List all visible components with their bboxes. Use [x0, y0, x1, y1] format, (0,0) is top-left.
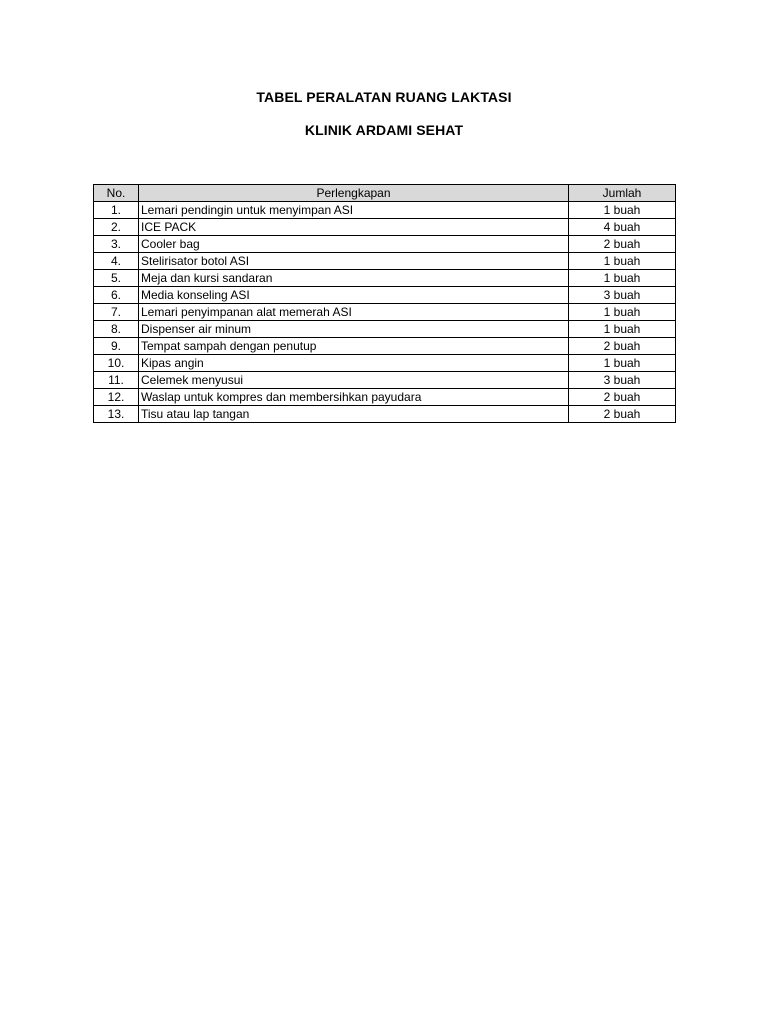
row-number: 8.: [94, 321, 139, 338]
table-row: [94, 253, 676, 270]
row-item: Kipas angin: [139, 355, 569, 372]
row-quantity: 2 buah: [569, 389, 676, 406]
row-number: 11.: [94, 372, 139, 389]
row-quantity: 1 buah: [569, 321, 676, 338]
row-item: ICE PACK: [139, 219, 569, 236]
document-title: TABEL PERALATAN RUANG LAKTASI: [256, 89, 512, 105]
row-quantity: 2 buah: [569, 406, 676, 423]
table-row: [94, 338, 676, 355]
header-no: No.: [94, 185, 139, 202]
equipment-table: [93, 184, 676, 423]
row-item: Celemek menyusui: [139, 372, 569, 389]
row-number: 12.: [94, 389, 139, 406]
row-number: 6.: [94, 287, 139, 304]
row-quantity: 2 buah: [569, 338, 676, 355]
table-row: [94, 202, 676, 219]
table-row: [94, 355, 676, 372]
row-item: Tisu atau lap tangan: [139, 406, 569, 423]
table-row: [94, 219, 676, 236]
table-row: [94, 406, 676, 423]
header-item: Perlengkapan: [139, 185, 569, 202]
document-subtitle: KLINIK ARDAMI SEHAT: [304, 122, 464, 138]
table-row: [94, 304, 676, 321]
row-quantity: 3 buah: [569, 287, 676, 304]
row-quantity: 1 buah: [569, 304, 676, 321]
row-quantity: 4 buah: [569, 219, 676, 236]
row-item: Tempat sampah dengan penutup: [139, 338, 569, 355]
row-item: Stelirisator botol ASI: [139, 253, 569, 270]
row-number: 2.: [94, 219, 139, 236]
row-item: Meja dan kursi sandaran: [139, 270, 569, 287]
row-number: 5.: [94, 270, 139, 287]
table-row: [94, 236, 676, 253]
row-item: Cooler bag: [139, 236, 569, 253]
table-row: [94, 270, 676, 287]
row-item: Media konseling ASI: [139, 287, 569, 304]
row-number: 7.: [94, 304, 139, 321]
row-quantity: 3 buah: [569, 372, 676, 389]
row-quantity: 2 buah: [569, 236, 676, 253]
row-number: 4.: [94, 253, 139, 270]
row-quantity: 1 buah: [569, 253, 676, 270]
row-quantity: 1 buah: [569, 355, 676, 372]
table-row: [94, 287, 676, 304]
row-item: Dispenser air minum: [139, 321, 569, 338]
row-number: 13.: [94, 406, 139, 423]
table-header-row: [94, 185, 676, 202]
table-row: [94, 321, 676, 338]
row-number: 10.: [94, 355, 139, 372]
row-quantity: 1 buah: [569, 270, 676, 287]
row-item: Waslap untuk kompres dan membersihkan payudara: [139, 389, 569, 406]
table-row: [94, 372, 676, 389]
row-item: Lemari penyimpanan alat memerah ASI: [139, 304, 569, 321]
table-row: [94, 389, 676, 406]
row-number: 1.: [94, 202, 139, 219]
row-item: Lemari pendingin untuk menyimpan ASI: [139, 202, 569, 219]
row-quantity: 1 buah: [569, 202, 676, 219]
row-number: 9.: [94, 338, 139, 355]
row-number: 3.: [94, 236, 139, 253]
header-qty: Jumlah: [569, 185, 676, 202]
